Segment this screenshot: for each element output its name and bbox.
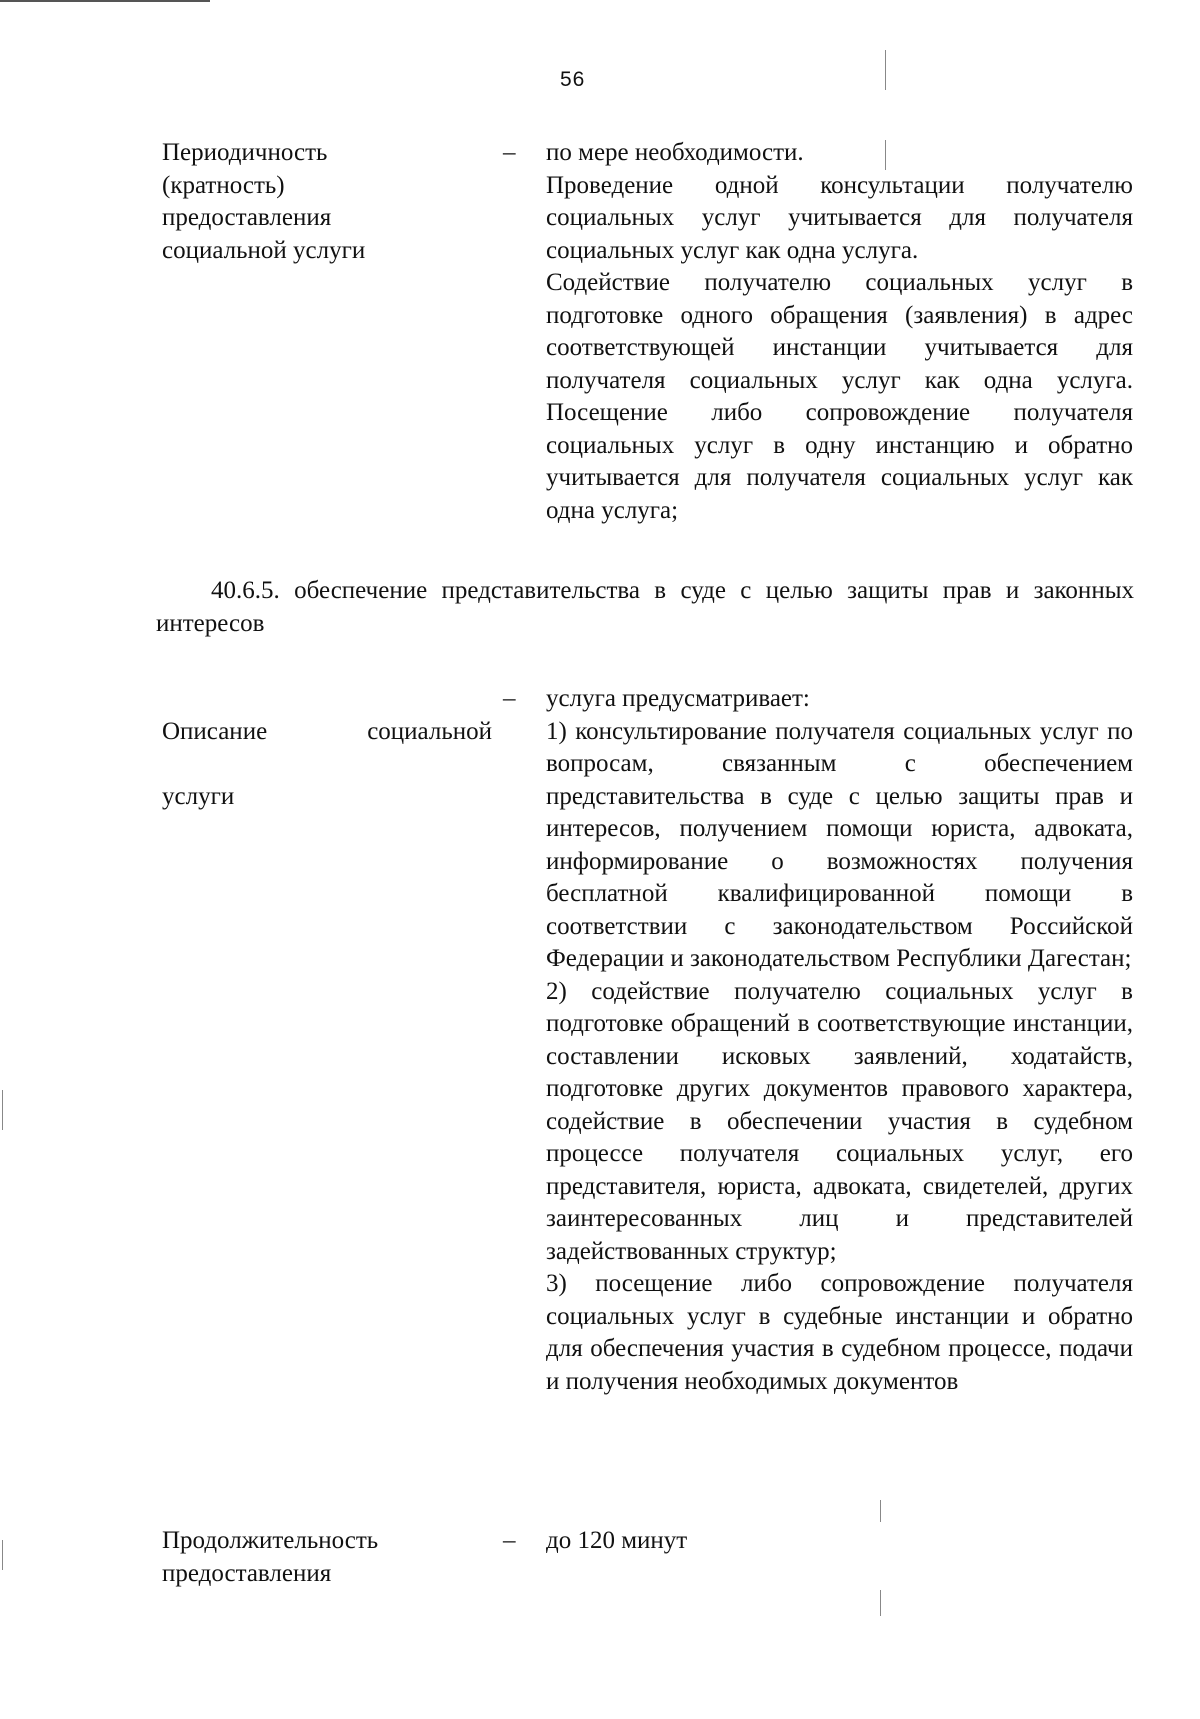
description-label-word: социальной — [367, 717, 492, 745]
description-label-line: услуги — [162, 782, 235, 810]
periodicity-paragraph: Проведение одной консультации получателю социальных услуг учитывается для получателя социальных услуг как одна услуга. — [546, 171, 1133, 264]
scan-margin-mark — [880, 1500, 881, 1522]
description-dash: – — [503, 685, 516, 712]
description-value — [546, 683, 1133, 1398]
description-paragraph: услуга предусматривает: — [546, 685, 810, 712]
description-label — [162, 683, 492, 846]
scan-margin-mark — [2, 1540, 3, 1570]
page-number: 56 — [560, 68, 586, 91]
duration-label: Продолжительность предоставления — [162, 1527, 379, 1587]
periodicity-value — [546, 137, 1133, 527]
description-paragraph: 2) содействие получателю социальных услуг в подготовке обращений в соответствующие инстанции, составлении исковых заявлений, ходатайств, подготовке других документов правового характера, содействие в обеспечении участия в судебном процессе получателя социальных услуг, его представителя, юриста, адвоката, свидетелей, других заинтересованных лиц и представителей задействованных структур; — [546, 977, 1133, 1265]
description-paragraph: 1) консультирование получателя социальных услуг по вопросам, связанным с обеспечением представительства в суде с целью защиты прав и интересов, получением помощи юриста, адвоката, информирование о возможностях получения бесплатной квалифицированной помощи в соответствии с законодательством Российской Федерации и законодательством Республики Дагестан; — [546, 717, 1133, 972]
description-label-word: Описание — [162, 717, 268, 745]
duration-value: до 120 минут — [546, 1527, 688, 1554]
periodicity-paragraph: по мере необходимости. — [546, 139, 804, 166]
section-heading: 40.6.5. обеспечение представительства в суде с целью защиты прав и законных интересов — [156, 577, 1134, 637]
periodicity-label: Периодичность (кратность) предоставления социальной услуги — [162, 139, 366, 264]
description-paragraph: 3) посещение либо сопровождение получателя социальных услуг в судебные инстанции и обратно для обеспечения участия в судебном процессе, подачи и получения необходимых документов — [546, 1270, 1133, 1395]
scan-margin-mark — [885, 50, 886, 90]
periodicity-paragraph: Содействие получателю социальных услуг в подготовке одного обращения (заявления) в адрес соответствующей инстанции учитывается для получателя социальных услуг как одна услуга. Посещение либо сопровождение получателя социальных услуг в одну инстанцию и обратно учитывается для получателя социальных услуг как одна услуга; — [546, 269, 1133, 524]
periodicity-dash: – — [503, 139, 516, 166]
scan-margin-mark — [2, 1090, 3, 1130]
scan-margin-mark — [880, 1590, 881, 1616]
duration-dash: – — [503, 1527, 516, 1554]
scan-top-edge-line — [0, 0, 210, 2]
